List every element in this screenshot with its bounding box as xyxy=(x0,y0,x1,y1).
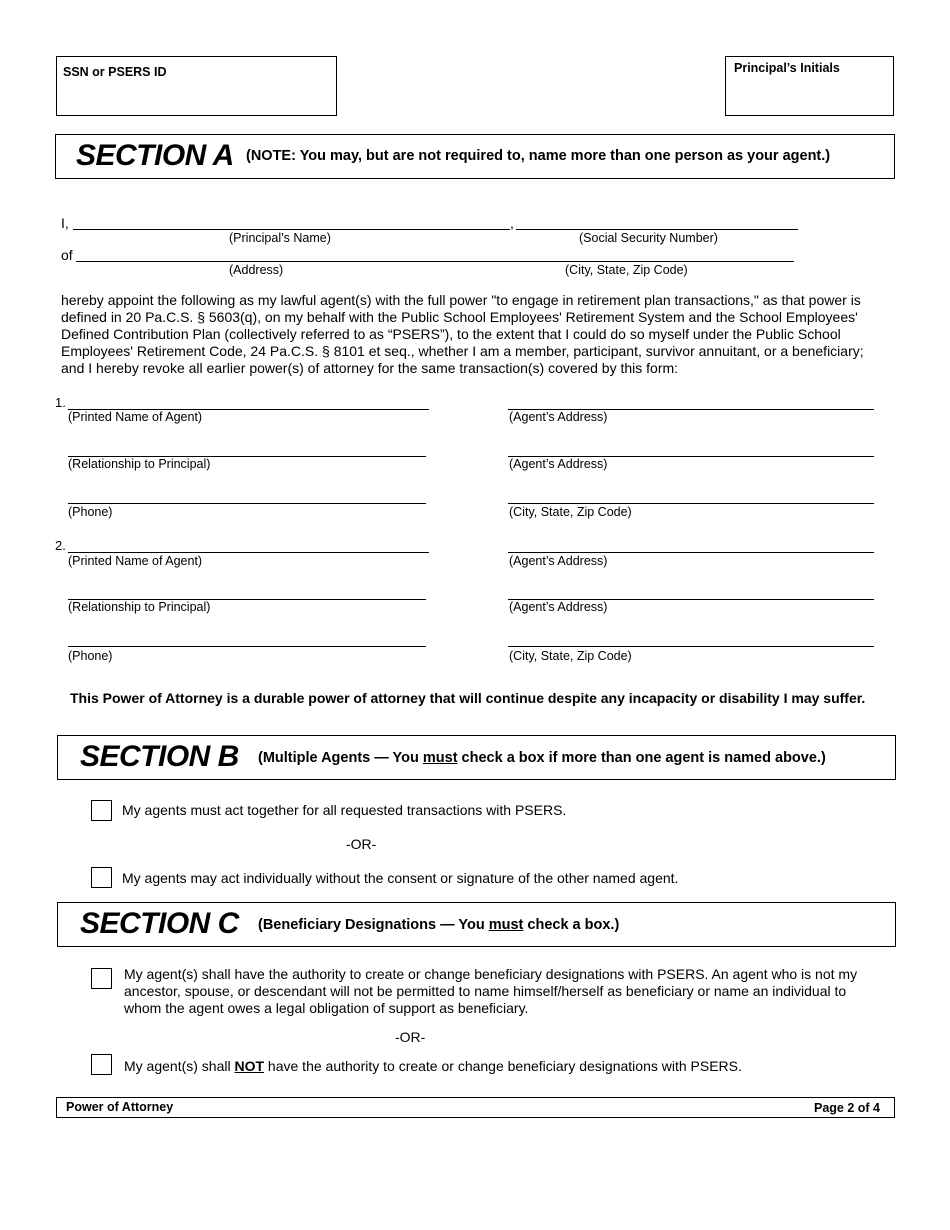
agent-2-name-field[interactable] xyxy=(68,552,429,553)
agent-1-city-label: (City, State, Zip Code) xyxy=(509,505,632,519)
principal-name-field[interactable] xyxy=(73,229,510,230)
footer-page-number: Page 2 of 4 xyxy=(814,1101,880,1115)
principal-name-label: (Principal’s Name) xyxy=(229,231,331,245)
agent-1-address-label-1: (Agent’s Address) xyxy=(509,410,608,424)
section-c-header xyxy=(57,902,896,947)
section-c-option-1-text: My agent(s) shall have the authority to create or change beneficiary designations with PSERS. An agent who is not my ancestor, spouse, or descendant will not be permitted to name himself/herself as beneficiary or name an individual to whom the agent owes a legal obligation of support as beneficiary. xyxy=(124,966,858,1016)
section-b-or: -OR- xyxy=(346,836,377,852)
agent-1-phone-label: (Phone) xyxy=(68,505,113,519)
agent-2-city-field[interactable] xyxy=(508,646,874,647)
appointment-paragraph: hereby appoint the following as my lawful agent(s) with the full power "to engage in retirement plan transactions," as that power is defined in 20 Pa.C.S. § 5603(q), on my behalf with the Public School Employees' Retirement System and the School Employees' Defined Contribution Plan (collectively referred to as “PSERS”), to the extent that I could do so myself under the Public School Employees' Retirement Code, 24 Pa.C.S. § 8101 et seq., whether I am a member, participant, survivor annuitant, or a beneficiary; and I hereby revoke all earlier power(s) of attorney for the same transaction(s) covered by this form: xyxy=(61,292,864,376)
section-a-header xyxy=(55,134,895,179)
agent-2-address-label-2: (Agent’s Address) xyxy=(509,600,608,614)
section-c-note-must: must xyxy=(488,917,524,933)
agent-1-city-field[interactable] xyxy=(508,503,874,504)
durable-statement: This Power of Attorney is a durable power of attorney that will continue despite any incapacity or disability I may suffer. xyxy=(70,690,866,706)
principal-address-label: (Address) xyxy=(229,263,284,277)
agent-2-address-field-1[interactable] xyxy=(508,552,874,553)
agent-2-address-label-1: (Agent’s Address) xyxy=(509,554,608,568)
agent-2-name-label: (Printed Name of Agent) xyxy=(68,554,203,568)
section-b-note-after: check a box if more than one agent is named above.) xyxy=(457,750,826,766)
section-b-note xyxy=(258,750,826,766)
agent-2-city-label: (City, State, Zip Code) xyxy=(509,649,632,663)
principal-i-prefix: I, xyxy=(61,215,69,231)
section-c-option-1-checkbox[interactable] xyxy=(91,968,112,989)
page-footer xyxy=(56,1097,895,1118)
agent-1-phone-field[interactable] xyxy=(68,503,426,504)
section-c-title: SECTION C xyxy=(80,907,239,940)
section-c-note xyxy=(258,917,619,933)
principal-comma: , xyxy=(510,215,514,231)
principal-ssn-field[interactable] xyxy=(516,229,798,230)
section-c-option-2-after: have the authority to create or change beneficiary designations with PSERS. xyxy=(264,1058,742,1074)
principal-initials-label: Principal’s Initials xyxy=(734,61,840,75)
agent-2-relationship-label: (Relationship to Principal) xyxy=(68,600,211,614)
agent-2-phone-label: (Phone) xyxy=(68,649,113,663)
principal-of-prefix: of xyxy=(61,247,73,263)
agent-2-number: 2. xyxy=(55,538,66,553)
section-a-note: (NOTE: You may, but are not required to, name more than one person as your agent.) xyxy=(246,148,831,164)
footer-form-title: Power of Attorney xyxy=(66,1100,174,1114)
section-b-option-1-checkbox[interactable] xyxy=(91,800,112,821)
principal-ssn-label: (Social Security Number) xyxy=(579,231,718,245)
section-b-note-must: must xyxy=(422,750,458,766)
principal-city-label: (City, State, Zip Code) xyxy=(565,263,688,277)
section-b-title: SECTION B xyxy=(80,740,239,773)
section-c-note-after: check a box.) xyxy=(523,917,620,933)
section-a-title: SECTION A xyxy=(76,139,234,172)
agent-1-number: 1. xyxy=(55,395,66,410)
section-b-option-2-checkbox[interactable] xyxy=(91,867,112,888)
section-b-option-2-text: My agents may act individually without the consent or signature of the other named agent. xyxy=(122,870,679,886)
section-b-header xyxy=(57,735,896,780)
agent-1-relationship-label: (Relationship to Principal) xyxy=(68,457,211,471)
section-c-note-before: (Beneficiary Designations — You xyxy=(258,917,489,933)
section-b-option-1-text: My agents must act together for all requested transactions with PSERS. xyxy=(122,802,567,818)
principal-address-field[interactable] xyxy=(76,261,794,262)
ssn-psers-id-label: SSN or PSERS ID xyxy=(63,65,167,79)
section-b-note-before: (Multiple Agents — You xyxy=(258,750,423,766)
ssn-psers-id-box[interactable] xyxy=(56,56,337,116)
section-c-option-2-before: My agent(s) shall xyxy=(124,1058,235,1074)
section-c-or: -OR- xyxy=(395,1029,426,1045)
agent-1-address-label-2: (Agent’s Address) xyxy=(509,457,608,471)
agent-2-phone-field[interactable] xyxy=(68,646,426,647)
section-c-option-2-text xyxy=(124,1058,742,1074)
agent-1-name-label: (Printed Name of Agent) xyxy=(68,410,203,424)
section-c-option-2-checkbox[interactable] xyxy=(91,1054,112,1075)
section-c-option-2-not: NOT xyxy=(234,1058,265,1074)
principal-initials-box[interactable] xyxy=(725,56,894,116)
